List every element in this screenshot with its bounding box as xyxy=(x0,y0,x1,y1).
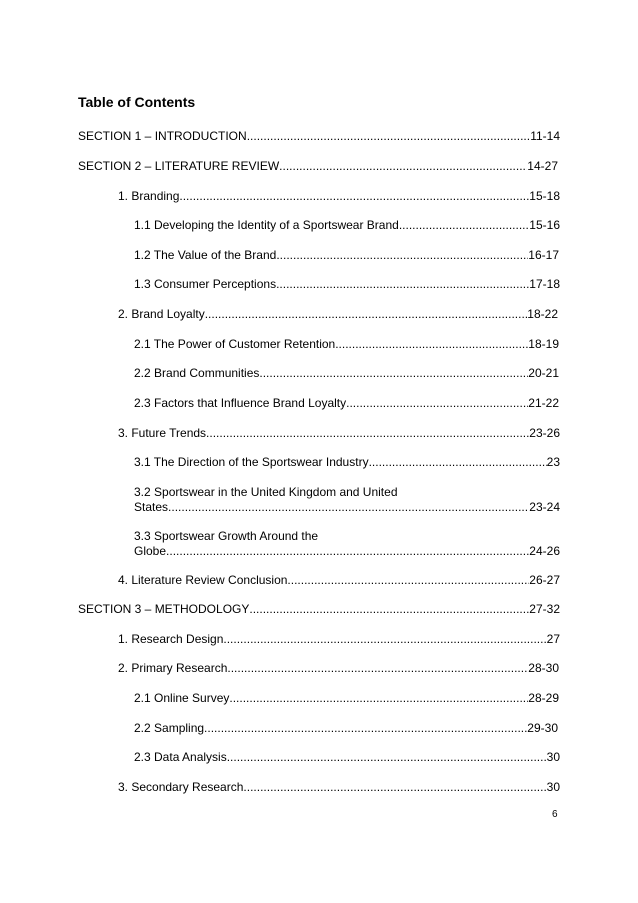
toc-leader-dots xyxy=(166,544,529,559)
toc-entry-label: 1.1 Developing the Identity of a Sportswear Brand xyxy=(134,218,399,232)
toc-entry-page: 16-17 xyxy=(528,248,559,262)
toc-leader-dots xyxy=(247,129,531,144)
toc-leader-dots xyxy=(204,721,527,736)
toc-leader-dots xyxy=(168,500,529,515)
toc-entry-page: 27-32 xyxy=(529,602,560,616)
toc-leader-dots xyxy=(179,189,529,204)
toc-entry-label: SECTION 3 – METHODOLOGY xyxy=(78,602,250,616)
toc-entry-loyalty-factors[interactable] xyxy=(134,396,559,411)
toc-entry-page: 30 xyxy=(546,780,560,794)
toc-leader-dots xyxy=(369,455,547,470)
toc-entry-label-line2: Globe xyxy=(134,544,167,558)
toc-entry-label: 2.1 Online Survey xyxy=(134,691,230,705)
page-number: 6 xyxy=(552,809,558,820)
toc-entry-label: 3. Future Trends xyxy=(118,426,207,440)
toc-entry-page: 20-21 xyxy=(528,366,559,380)
toc-entry-page: 21-22 xyxy=(528,396,559,410)
toc-entry-label: 1.2 The Value of the Brand xyxy=(134,248,277,262)
toc-entry-page: 27 xyxy=(546,632,560,646)
page-title: Table of Contents xyxy=(78,94,196,110)
toc-entry-brand-identity[interactable] xyxy=(134,218,560,233)
toc-entry-label: 3.1 The Direction of the Sportswear Industry xyxy=(134,455,369,469)
toc-entry-label: 1. Research Design xyxy=(118,632,224,646)
toc-entry-customer-retention[interactable] xyxy=(134,337,559,352)
toc-leader-dots xyxy=(346,396,528,411)
toc-entry-uk-us-sportswear[interactable] xyxy=(134,485,560,515)
toc-entry-online-survey[interactable] xyxy=(134,691,559,706)
toc-entry-brand-communities[interactable] xyxy=(134,366,559,381)
toc-entry-label: 2. Primary Research xyxy=(118,661,228,675)
toc-entry-page: 24-26 xyxy=(529,544,560,558)
toc-entry-label: 1. Branding xyxy=(118,189,180,203)
toc-leader-dots xyxy=(399,218,529,233)
toc-entry-primary-research[interactable] xyxy=(118,661,559,676)
toc-entry-page: 23 xyxy=(546,455,560,469)
toc-entry-global-growth[interactable] xyxy=(134,529,560,559)
toc-leader-dots xyxy=(259,366,528,381)
toc-leader-dots xyxy=(279,159,527,174)
toc-leader-dots xyxy=(227,750,547,765)
toc-leader-dots xyxy=(276,248,528,263)
toc-entry-section-3[interactable] xyxy=(78,602,560,617)
toc-leader-dots xyxy=(223,632,546,647)
toc-entry-page: 18-22 xyxy=(527,307,558,321)
toc-entry-label: 2.3 Factors that Influence Brand Loyalty xyxy=(134,396,347,410)
toc-entry-page: 15-16 xyxy=(529,218,560,232)
toc-entry-label: 3. Secondary Research xyxy=(118,780,244,794)
toc-entry-label-line1: 3.2 Sportswear in the United Kingdom and United xyxy=(134,485,398,499)
toc-entry-page: 15-18 xyxy=(529,189,560,203)
toc-entry-page: 29-30 xyxy=(527,721,558,735)
toc-entry-section-2[interactable] xyxy=(78,159,558,174)
toc-entry-page: 23-26 xyxy=(529,426,560,440)
toc-entry-label: 2. Brand Loyalty xyxy=(118,307,205,321)
toc-entry-research-design[interactable] xyxy=(118,632,560,647)
toc-entry-page: 18-19 xyxy=(528,337,559,351)
toc-entry-page: 30 xyxy=(546,750,560,764)
toc-entry-page: 26-27 xyxy=(529,573,560,587)
toc-leader-dots xyxy=(276,277,529,292)
toc-entry-data-analysis[interactable] xyxy=(134,750,560,765)
toc-entry-brand-loyalty[interactable] xyxy=(118,307,558,322)
toc-entry-page: 11-14 xyxy=(530,129,560,143)
toc-entry-label: 2.2 Brand Communities xyxy=(134,366,260,380)
toc-leader-dots xyxy=(243,780,546,795)
toc-entry-label: 2.2 Sampling xyxy=(134,721,205,735)
toc-entry-sampling[interactable] xyxy=(134,721,558,736)
toc-entry-branding[interactable] xyxy=(118,189,560,204)
toc-entry-page: 28-30 xyxy=(528,661,559,675)
toc-entry-label: SECTION 2 – LITERATURE REVIEW xyxy=(78,159,280,173)
toc-leader-dots xyxy=(206,426,529,441)
toc-entry-label: 2.1 The Power of Customer Retention xyxy=(134,337,336,351)
toc-entry-consumer-perceptions[interactable] xyxy=(134,277,560,292)
toc-entry-section-1[interactable] xyxy=(78,129,560,144)
toc-entry-page: 23-24 xyxy=(529,500,560,514)
toc-entry-page: 17-18 xyxy=(529,277,560,291)
toc-leader-dots xyxy=(205,307,528,322)
toc-leader-dots xyxy=(227,661,528,676)
toc-leader-dots xyxy=(335,337,528,352)
toc-entry-industry-direction[interactable] xyxy=(134,455,560,470)
toc-leader-dots xyxy=(287,573,529,588)
toc-entry-page: 14-27 xyxy=(527,159,558,173)
toc-entry-page: 28-29 xyxy=(528,691,559,705)
toc-leader-dots xyxy=(249,602,529,617)
toc-entry-lit-review-conclusion[interactable] xyxy=(118,573,560,588)
toc-entry-label: 2.3 Data Analysis xyxy=(134,750,227,764)
toc-entry-label: 1.3 Consumer Perceptions xyxy=(134,277,277,291)
toc-entry-brand-value[interactable] xyxy=(134,248,559,263)
toc-entry-label: 4. Literature Review Conclusion xyxy=(118,573,288,587)
toc-entry-label: SECTION 1 – INTRODUCTION xyxy=(78,129,247,143)
toc-entry-label-line2: States xyxy=(134,500,169,514)
toc-leader-dots xyxy=(229,691,528,706)
toc-entry-secondary-research[interactable] xyxy=(118,780,560,795)
toc-entry-label-line1: 3.3 Sportswear Growth Around the xyxy=(134,529,319,543)
toc-entry-future-trends[interactable] xyxy=(118,426,560,441)
